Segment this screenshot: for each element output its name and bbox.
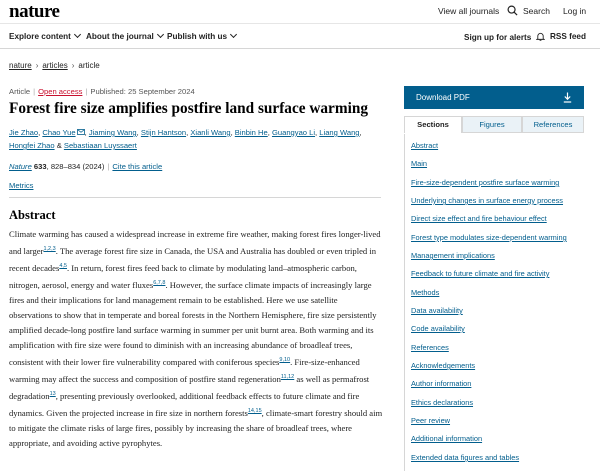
abstract-sentence: . Fire-size-enhanced warming may affect the success and composition of postfire stand regeneration <box>9 357 360 385</box>
search-icon[interactable] <box>507 5 518 16</box>
abstract-sentence: , climate-smart forestry should aim to mitigate the climate risks of large fires, possibly by increasing the share of broadleaf trees, where appropriate, and avoiding active pyrophytes. <box>9 408 383 449</box>
volume: 633 <box>33 162 47 171</box>
reference-link[interactable]: 4,5 <box>59 263 67 270</box>
chevron-down-icon <box>157 31 164 38</box>
section-link[interactable]: Additional information <box>411 434 483 443</box>
section-link[interactable]: Main <box>411 159 428 168</box>
abstract-sentence: . In return, forest fires feed back to climate by modulating land–atmospheric carbon, nitrogen, aerosol, energy and water fluxes <box>9 262 357 290</box>
cite-this-article-link[interactable]: Cite this article <box>112 162 163 171</box>
breadcrumb-current: article <box>78 61 100 70</box>
author-link[interactable]: Guangyao Li <box>271 128 316 137</box>
section-link[interactable]: Ethics declarations <box>411 398 474 407</box>
published-date: Published: 25 September 2024 <box>90 87 195 96</box>
citation-line <box>9 162 162 171</box>
abstract-text <box>9 227 383 451</box>
search-link[interactable]: Search <box>523 6 550 16</box>
explore-content-label: Explore content <box>9 32 71 41</box>
download-pdf-label: Download PDF <box>416 93 470 102</box>
top-bar <box>0 0 600 24</box>
abstract-sentence: . The average forest fire size in Canada, the USA and Australia has doubled or even tripled in recent decades <box>9 245 377 273</box>
article-title: Forest fire size amplifies postfire land surface warming <box>9 100 368 117</box>
author-link[interactable]: Chao Yue <box>42 128 76 137</box>
signup-alerts-link[interactable] <box>464 32 545 42</box>
tab-references[interactable]: References <box>522 116 584 133</box>
author-link[interactable]: Binbin He <box>234 128 268 137</box>
section-link[interactable]: Direct size effect and fire behaviour effect <box>411 214 547 223</box>
section-link[interactable]: Underlying changes in surface energy process <box>411 196 564 205</box>
signup-alerts-label: Sign up for alerts <box>464 33 532 42</box>
section-link[interactable]: Abstract <box>411 141 439 150</box>
section-link[interactable]: Management implications <box>411 251 495 260</box>
tab-figures[interactable]: Figures <box>462 116 522 133</box>
section-link[interactable]: Forest type modulates size-dependent warming <box>411 233 567 242</box>
email-icon[interactable] <box>77 129 85 135</box>
publish-with-us-label: Publish with us <box>167 32 228 41</box>
author-link[interactable]: Liang Wang <box>319 128 360 137</box>
metrics-link[interactable]: Metrics <box>9 181 34 190</box>
author-link[interactable]: Xianli Wang <box>190 128 231 137</box>
separator: | <box>85 87 88 96</box>
reference-link[interactable]: 1,2,3 <box>43 246 56 253</box>
section-link[interactable]: Code availability <box>411 324 465 333</box>
chevron-down-icon <box>74 31 81 38</box>
breadcrumb-articles[interactable]: articles <box>42 61 68 70</box>
rss-feed-link[interactable]: RSS feed <box>550 32 586 41</box>
abstract-sentence: as well as permafrost degradation <box>9 374 370 402</box>
author-link[interactable]: Stijn Hantson <box>140 128 187 137</box>
abstract-heading: Abstract <box>9 208 56 222</box>
section-link[interactable]: Author information <box>411 379 472 388</box>
reference-link[interactable]: 9,10 <box>279 357 291 364</box>
section-link[interactable]: Acknowledgements <box>411 361 476 370</box>
reference-link[interactable]: 6,7,8 <box>153 280 166 286</box>
abstract-sentence: . However, the surface climate impacts of increasingly large fires and their implications for land management remain to be established. Here we use satellite observations to show that in temperate and boreal forests in the Northern Hemisphere, fire size persistently amplified decade-long postfire land surface warming in summer per unit burnt area. Both warming and its amplification with fire size were found to diminish with an increasing abundance of broadleaf trees, consistent with their lower fire vulnerability compared with coniferous species <box>9 279 377 368</box>
reference-link[interactable]: 14,15 <box>247 408 262 415</box>
reference-link[interactable]: 11,12 <box>280 374 295 381</box>
section-link[interactable]: Feedback to future climate and fire activity <box>411 269 550 278</box>
sidebar-tabs <box>404 116 584 133</box>
author-link[interactable]: Hongfei Zhao <box>9 141 55 150</box>
section-link[interactable]: References <box>411 343 449 352</box>
publish-with-us-menu[interactable] <box>167 32 236 41</box>
author-link[interactable]: Jie Zhao <box>9 128 39 137</box>
chevron-down-icon <box>230 31 237 38</box>
reference-link[interactable]: 13 <box>49 391 56 398</box>
chevron-right-icon: › <box>35 61 39 70</box>
section-link[interactable]: Extended data figures and tables <box>411 453 520 462</box>
breadcrumb <box>9 61 100 70</box>
separator: | <box>107 162 110 171</box>
open-access-link[interactable]: Open access <box>38 87 83 96</box>
abstract-sentence: , presenting previously overlooked, additional feedback effects to future climate and fire dynamics. Given the projected increase in fire size in northern forests <box>9 391 360 419</box>
abstract-sentence: Climate warming has caused a widespread increase in extreme fire weather, making forest fires longer-lived and larger <box>9 229 381 256</box>
article-meta <box>9 87 195 96</box>
about-journal-label: About the journal <box>86 32 154 41</box>
sections-list <box>404 134 584 471</box>
about-journal-menu[interactable] <box>86 32 163 41</box>
view-all-journals-link[interactable]: View all journals <box>438 6 500 16</box>
tab-sections[interactable]: Sections <box>404 116 462 133</box>
separator: | <box>33 87 36 96</box>
section-link[interactable]: Fire-size-dependent postfire surface warming <box>411 178 560 187</box>
main-nav <box>0 24 600 49</box>
login-link[interactable]: Log in <box>563 6 587 16</box>
chevron-right-icon: › <box>71 61 75 70</box>
download-icon <box>563 92 572 103</box>
divider <box>9 197 381 198</box>
section-link[interactable]: Methods <box>411 288 440 297</box>
article-type: Article <box>9 87 31 96</box>
bell-icon <box>536 32 545 41</box>
section-link[interactable]: Peer review <box>411 416 451 425</box>
journal-link[interactable]: Nature <box>9 162 32 171</box>
pages: , 828–834 (2024) <box>46 162 105 171</box>
author-link[interactable]: Sebastiaan Luyssaert <box>63 141 137 150</box>
author-list: Jie Zhao, Chao Yue , Jiaming Wang, Stijn Hantson, Xianli Wang, Binbin He, Guangyao Li, Liang Wang, Hongfei Zhao & Sebastiaan Luyssaert <box>9 128 362 150</box>
explore-content-menu[interactable] <box>9 32 80 41</box>
section-link[interactable]: Data availability <box>411 306 463 315</box>
author-link[interactable]: Jiaming Wang <box>88 128 137 137</box>
breadcrumb-nature[interactable]: nature <box>9 61 32 70</box>
download-pdf-button[interactable] <box>404 86 584 109</box>
nature-logo[interactable]: nature <box>9 1 60 22</box>
